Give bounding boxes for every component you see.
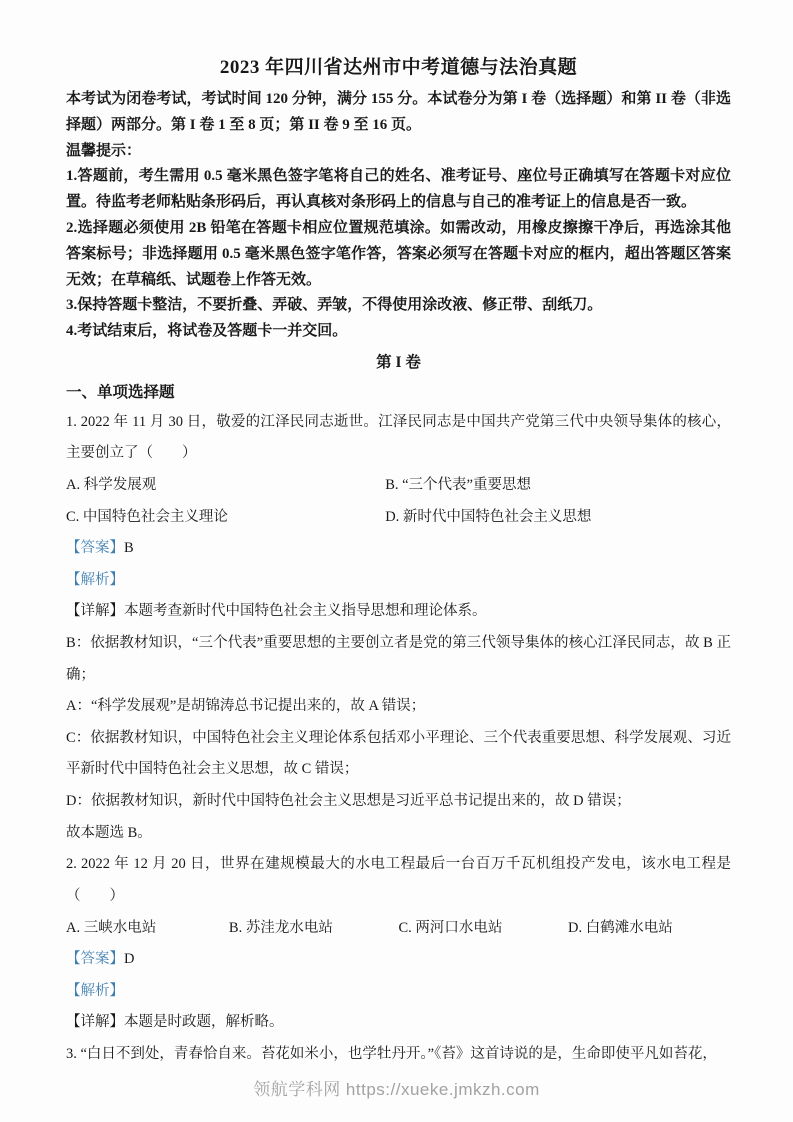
answer-label: 【答案】	[66, 540, 124, 557]
tips-title: 温馨提示：	[66, 142, 142, 159]
exam-note-1: 1.答题前，考生需用 0.5 毫米黑色签字笔将自己的姓名、准考证号、座位号正确填写在答题卡对应位置。待监考老师粘贴条形码后，再认真核对条形码上的信息与自己的准考证上的信息是否一致。	[66, 168, 731, 211]
page-title: 2023 年四川省达州市中考道德与法治真题	[219, 57, 578, 78]
q1-stem: 1. 2022 年 11 月 30 日，敬爱的江泽民同志逝世。江泽民同志是中国共产党第三代中央领导集体的核心，主要创立了（ ）	[66, 413, 731, 462]
q2-option-b: B. 苏洼龙水电站	[228, 919, 333, 936]
questions-area	[66, 407, 731, 1071]
part-title: 一、单项选择题	[66, 383, 175, 401]
q2-options	[66, 913, 731, 945]
q1-detail-a: A：“科学发展观”是胡锦涛总书记提出来的，故 A 错误；	[66, 698, 426, 715]
q1-detail-conclusion: 故本题选 B。	[66, 824, 152, 841]
exam-note-2: 2.选择题必须使用 2B 铅笔在答题卡相应位置规范填涂。如需改动，用橡皮擦擦干净后，再选涂其他答案标号；非选择题用 0.5 毫米黑色签字笔作答，答案必须写在答题卡对应的框内，超出答题区答案无效；在草稿纸、试题卷上作答无效。	[66, 219, 731, 288]
q1-analysis-label: 【解析】	[66, 571, 124, 588]
answer-label: 【答案】	[66, 951, 124, 968]
volume-title: 第 I 卷	[376, 353, 421, 371]
q2-answer-value: D	[124, 951, 135, 968]
exam-header-block	[66, 87, 731, 345]
q2-analysis-label: 【解析】	[66, 982, 124, 999]
q2-option-a: A. 三峡水电站	[66, 919, 157, 936]
exam-note-4: 4.考试结束后，将试卷及答题卡一并交回。	[66, 323, 348, 340]
q3-stem: 3. “白日不到处，青春恰自来。苔花如米小，也学牡丹开。”《苔》这首诗说的是，生命即使平凡如苔花，	[66, 1045, 717, 1062]
q1-answer-line	[66, 533, 731, 565]
q1-option-b: B. “三个代表”重要思想	[385, 476, 531, 493]
q1-detail-intro: 【详解】本题考查新时代中国特色社会主义指导思想和理论体系。	[66, 603, 487, 620]
q1-detail-d: D：依据教材知识，新时代中国特色社会主义思想是习近平总书记提出来的，故 D 错误；	[66, 793, 631, 810]
q2-option-c: C. 两河口水电站	[398, 919, 503, 936]
watermark: 领航学科网 https://xueke.jmkzh.com	[253, 1080, 540, 1099]
q1-detail-b: B：依据教材知识，“三个代表”重要思想的主要创立者是党的第三代领导集体的核心江泽民同志，故 B 正确；	[66, 635, 731, 683]
q1-option-d: D. 新时代中国特色社会主义思想	[385, 508, 592, 525]
q1-answer-value: B	[124, 540, 134, 557]
q2-detail-intro: 【详解】本题是时政题，解析略。	[66, 1014, 284, 1031]
exam-note-3: 3.保持答题卡整洁，不要折叠、弄破、弄皱，不得使用涂改液、修正带、刮纸刀。	[66, 297, 603, 314]
q1-detail-c: C：依据教材知识，中国特色社会主义理论体系包括邓小平理论、三个代表重要思想、科学发展观、习近平新时代中国特色社会主义思想，故 C 错误；	[66, 729, 731, 778]
q1-options	[66, 470, 731, 533]
q2-answer-line	[66, 944, 731, 976]
q1-option-c: C. 中国特色社会主义理论	[66, 508, 228, 525]
q2-stem: 2. 2022 年 12 月 20 日，世界在建规模最大的水电工程最后一台百万千瓦机组投产发电，该水电工程是（ ）	[66, 856, 731, 904]
exam-intro: 本考试为闭卷考试，考试时间 120 分钟，满分 155 分。本试卷分为第 I 卷（选择题）和第 II 卷（非选择题）两部分。第 I 卷 1 至 8 页；第 II 卷 9 至 16 页。	[66, 91, 731, 133]
q1-option-a: A. 科学发展观	[66, 476, 157, 493]
q2-option-d: D. 白鹤滩水电站	[568, 919, 673, 936]
